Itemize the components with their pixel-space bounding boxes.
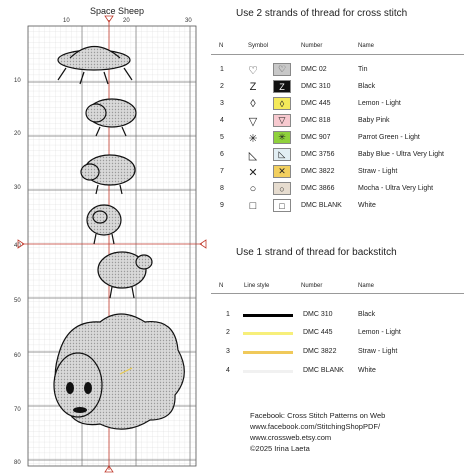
heart-icon: ♡ xyxy=(248,64,258,77)
thread-number: DMC 3822 xyxy=(301,168,335,175)
circle-icon: ○ xyxy=(249,183,257,195)
row-number: 2 xyxy=(226,329,230,336)
chart-title: Space Sheep xyxy=(90,6,145,16)
row-number: 3 xyxy=(220,100,224,107)
thread-name: Lemon - Light xyxy=(358,100,401,107)
triangle-down-icon: ▽ xyxy=(248,115,258,128)
thread-number: DMC 310 xyxy=(303,311,333,318)
line-swatch xyxy=(243,351,293,354)
header-symbol: Symbol xyxy=(248,43,269,49)
x-icon: ✕ xyxy=(273,165,291,178)
diamond-icon: ◊ xyxy=(250,98,256,110)
thread-number: DMC 818 xyxy=(301,117,331,124)
footer-facebook-url[interactable]: www.facebook.com/StitchingShopPDF/ xyxy=(250,422,381,431)
circle-icon: ○ xyxy=(273,182,291,195)
header-rule xyxy=(211,293,464,294)
thread-number: DMC BLANK xyxy=(301,202,342,209)
top-number-20: 20 xyxy=(123,18,130,24)
row-number: 3 xyxy=(226,348,230,355)
backstitch-title: Use 1 strand of thread for backstitch xyxy=(236,247,397,258)
header-rule xyxy=(211,54,464,55)
thread-number: DMC 310 xyxy=(301,83,331,90)
header-name: Name xyxy=(358,283,375,289)
thread-name: White xyxy=(358,367,376,374)
footer-copyright: ©2025 Irina Laeta xyxy=(250,444,310,453)
triangle-down-icon: ▽ xyxy=(273,114,291,127)
row-number: 4 xyxy=(220,117,224,124)
row-number: 2 xyxy=(220,83,224,90)
row-number: 6 xyxy=(220,151,224,158)
square-icon: □ xyxy=(273,199,291,212)
thread-number: DMC 445 xyxy=(303,329,333,336)
diamond-icon: ◊ xyxy=(273,97,291,110)
line-swatch xyxy=(243,314,293,317)
row-number: 5 xyxy=(220,134,224,141)
thread-name: Baby Blue - Ultra Very Light xyxy=(358,151,444,158)
line-swatch xyxy=(243,332,293,335)
thread-name: Mocha - Ultra Very Light xyxy=(358,185,434,192)
header-name: Name xyxy=(358,43,375,49)
thread-name: Straw - Light xyxy=(358,348,398,355)
thread-name: Straw - Light xyxy=(358,168,398,175)
thread-name: Tin xyxy=(358,66,368,73)
header-n: N xyxy=(219,43,224,49)
header-number: Number xyxy=(301,283,323,289)
z-icon: Z xyxy=(249,81,257,93)
row-number: 1 xyxy=(220,66,224,73)
asterisk-icon: ✳ xyxy=(273,131,291,144)
header-line-style: Line style xyxy=(244,283,270,289)
thread-number: DMC 445 xyxy=(301,100,331,107)
cross-stitch-title: Use 2 strands of thread for cross stitch xyxy=(236,8,408,19)
thread-number: DMC 02 xyxy=(301,66,327,73)
row-number: 8 xyxy=(220,185,224,192)
thread-name: Baby Pink xyxy=(358,117,390,124)
thread-name: White xyxy=(358,202,376,209)
side-number-50: 50 xyxy=(14,298,21,304)
right-triangle-icon: ◺ xyxy=(248,149,258,162)
top-number-30: 30 xyxy=(185,18,192,24)
side-number-20: 20 xyxy=(14,131,21,137)
row-number: 1 xyxy=(226,311,230,318)
square-icon: □ xyxy=(249,200,257,212)
row-number: 7 xyxy=(220,168,224,175)
row-number: 9 xyxy=(220,202,224,209)
side-number-60: 60 xyxy=(14,353,21,359)
line-swatch xyxy=(243,370,293,373)
thread-number: DMC 3866 xyxy=(301,185,335,192)
row-number: 4 xyxy=(226,367,230,374)
thread-name: Black xyxy=(358,83,376,90)
side-number-40: 40 xyxy=(14,243,21,249)
thread-name: Black xyxy=(358,311,376,318)
right-triangle-icon: ◺ xyxy=(273,148,291,161)
side-number-10: 10 xyxy=(14,78,21,84)
thread-number: DMC BLANK xyxy=(303,367,344,374)
heart-icon: ♡ xyxy=(273,63,291,76)
thread-number: DMC 3756 xyxy=(301,151,335,158)
header-number: Number xyxy=(301,43,323,49)
footer-facebook: Facebook: Cross Stitch Patterns on Web xyxy=(250,411,386,420)
asterisk-icon: ✳ xyxy=(248,132,258,145)
header-n: N xyxy=(219,283,224,289)
thread-name: Parrot Green - Light xyxy=(358,134,420,141)
side-number-30: 30 xyxy=(14,185,21,191)
z-icon: Z xyxy=(273,80,291,93)
top-number-10: 10 xyxy=(63,18,70,24)
thread-name: Lemon - Light xyxy=(358,329,401,336)
x-icon: ✕ xyxy=(248,166,258,179)
thread-number: DMC 907 xyxy=(301,134,331,141)
side-number-80: 80 xyxy=(14,460,21,466)
side-number-70: 70 xyxy=(14,407,21,413)
thread-number: DMC 3822 xyxy=(303,348,337,355)
footer-etsy-url[interactable]: www.crossweb.etsy.com xyxy=(250,433,332,442)
